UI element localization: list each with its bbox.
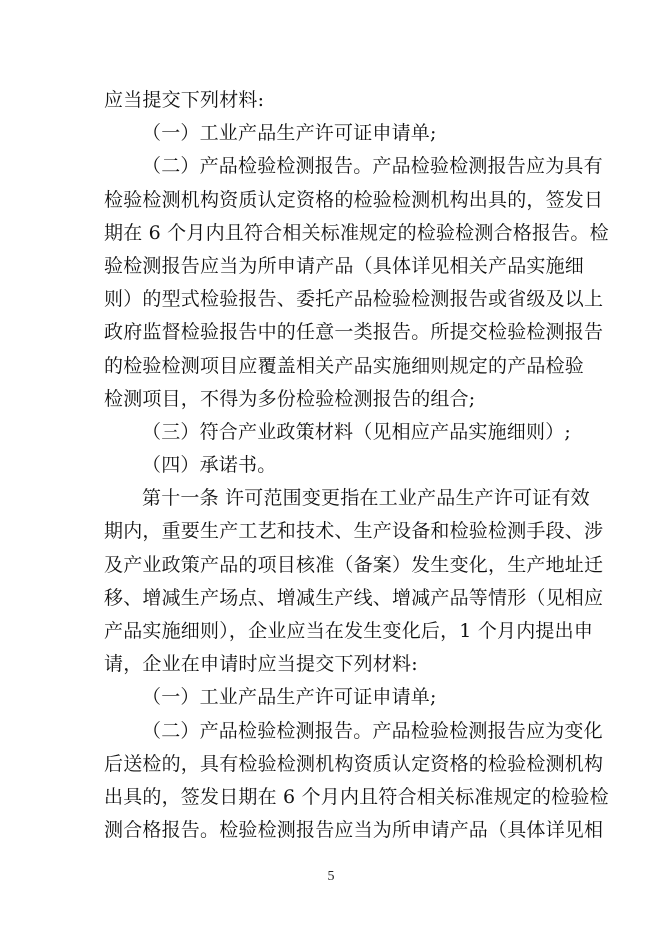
text-line: （三）符合产业政策材料（见相应产品实施细则）; bbox=[142, 420, 572, 443]
text-line: 检验检测机构资质认定资格的检验检测机构出具的，签发日 bbox=[104, 188, 604, 211]
text-line: （四）承诺书。 bbox=[142, 454, 277, 477]
text-line: 请，企业在申请时应当提交下列材料: bbox=[104, 653, 418, 676]
text-line: 政府监督检验报告中的任意一类报告。所提交检验检测报告 bbox=[104, 321, 604, 344]
text-line: （二）产品检验检测报告。产品检验检测报告应为具有 bbox=[142, 155, 603, 178]
text-line: 第十一条 许可范围变更指在工业产品生产许可证有效 bbox=[142, 487, 590, 510]
text-line: 则）的型式检验报告、委托产品检验检测报告或省级及以上 bbox=[104, 288, 604, 311]
text-line: 验检测报告应当为所申请产品（具体详见相关产品实施细 bbox=[104, 254, 585, 277]
text-line: （一）工业产品生产许可证申请单; bbox=[142, 686, 437, 709]
text-line: 检测项目，不得为多份检验检测报告的组合; bbox=[104, 387, 476, 410]
text-line: （二）产品检验检测报告。产品检验检测报告应为变化 bbox=[142, 719, 603, 742]
text-line: 应当提交下列材料: bbox=[104, 89, 265, 111]
text-line: 出具的，签发日期在 6 个月内且符合相关标准规定的检验检 bbox=[104, 785, 609, 808]
text-line: 期在 6 个月内且符合相关标准规定的检验检测合格报告。检 bbox=[104, 221, 609, 244]
text-line: 后送检的，具有检验检测机构资质认定资格的检验检测机构 bbox=[104, 752, 604, 775]
text-line: 产品实施细则），企业应当在发生变化后，1 个月内提出申 bbox=[104, 620, 594, 642]
body-text bbox=[104, 84, 609, 847]
text-line: 的检验检测项目应覆盖相关产品实施细则规定的产品检验 bbox=[104, 354, 585, 377]
text-line: （一）工业产品生产许可证申请单; bbox=[142, 122, 437, 145]
text-line: 测合格报告。检验检测报告应当为所申请产品（具体详见相 bbox=[104, 819, 604, 842]
text-line: 移、增减生产场点、增减生产线、增减产品等情形（见相应 bbox=[104, 586, 604, 609]
page-number: 5 bbox=[327, 869, 335, 884]
text-line: 及产业政策产品的项目核准（备案）发生变化，生产地址迁 bbox=[104, 553, 604, 576]
text-line: 期内，重要生产工艺和技术、生产设备和检验检测手段、涉 bbox=[104, 520, 604, 543]
